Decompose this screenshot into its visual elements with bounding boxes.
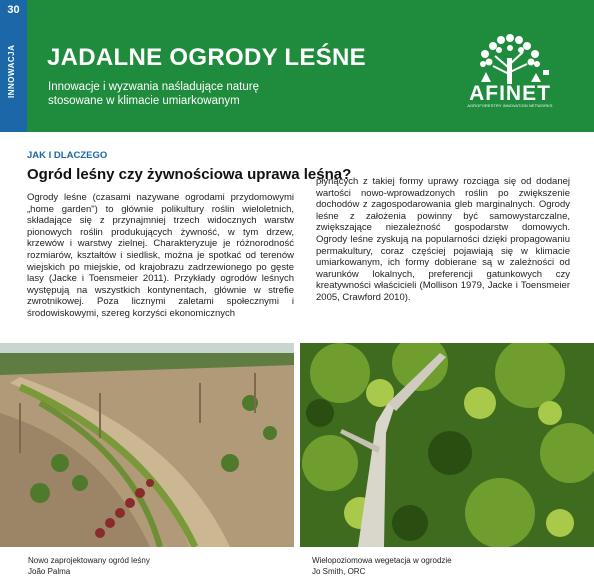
garden-photo (0, 343, 294, 547)
photo-2-caption-text: Wielopoziomowa wegetacja w ogrodzie (312, 556, 452, 565)
article-headline: Ogród leśny czy żywnościowa uprawa leśna? (27, 166, 352, 183)
page-title: JADALNE OGRODY LEŚNE (47, 44, 366, 71)
photo-1-caption-text: Nowo zaprojektowany ogród leśny (28, 556, 150, 565)
page-number: 30 (7, 4, 20, 16)
section-label: JAK I DLACZEGO (27, 150, 108, 161)
photo-1-caption (28, 555, 150, 577)
logo-tagline: AGROFORESTRY INNOVATION NETWORKS (467, 104, 553, 108)
photo-1-credit: João Palma (28, 567, 71, 576)
page-subtitle: Innowacje i wyzwania naśladujące naturę stosowane w klimacie umiarkowanym (48, 81, 259, 107)
logo-text: AFINET (469, 82, 551, 105)
article-column-2: płynących z takiej formy uprawy rozciąga się od dodanej wartości nowo-wprowadzonych roślin po zwiększenie dochodów z zagospodarowania gleb marginalnych. Ogrody leśne z założenia powinny być samowystarczalne, zwiększające niezależność gospodarstw domowych. Ogrody leśne zyskują na popularności dzięki propagowaniu permakultury, coraz częściej pojawiają się w klimacie umiarkowanym, ich formy dobierane są w zależności od warunków lokalnych, preferencji gatunkowych czy kreatywności właścicieli (Mollison 1979, Jacke i Toensmeier 2005, Crawford 2010). (316, 176, 570, 303)
article-column-1: Ogrody leśne (czasami nazywane ogrodami przydomowymi „home garden") to głównie polikultury roślin wieloletnich, składające się z przynajmniej trzech widocznych warstw pionowych roślin produkujących żywność, w tym drzew, krzewów i warstwy zielnej. Charakteryzuje je różnorodność rozmiarów, kształtów i siedlisk, można je spotkać od terenów wiejskich po miejskie, od krajobrazu zadrzewionego po gęste lasy (Jacke i Toensmeier 2011). Przykłady ogrodów leśnych występują na wszystkich kontynentach, głównie w strefie zwrotnikowej. Poza licznymi zaletami społecznymi i środowiskowymi, szereg korzyści ekonomicznych (27, 192, 294, 319)
photo-2-credit: Jo Smith, ORC (312, 567, 366, 576)
photo-2-caption (312, 555, 452, 577)
side-category-label: INNOWACJA (7, 44, 16, 98)
vegetation-photo (300, 343, 594, 547)
